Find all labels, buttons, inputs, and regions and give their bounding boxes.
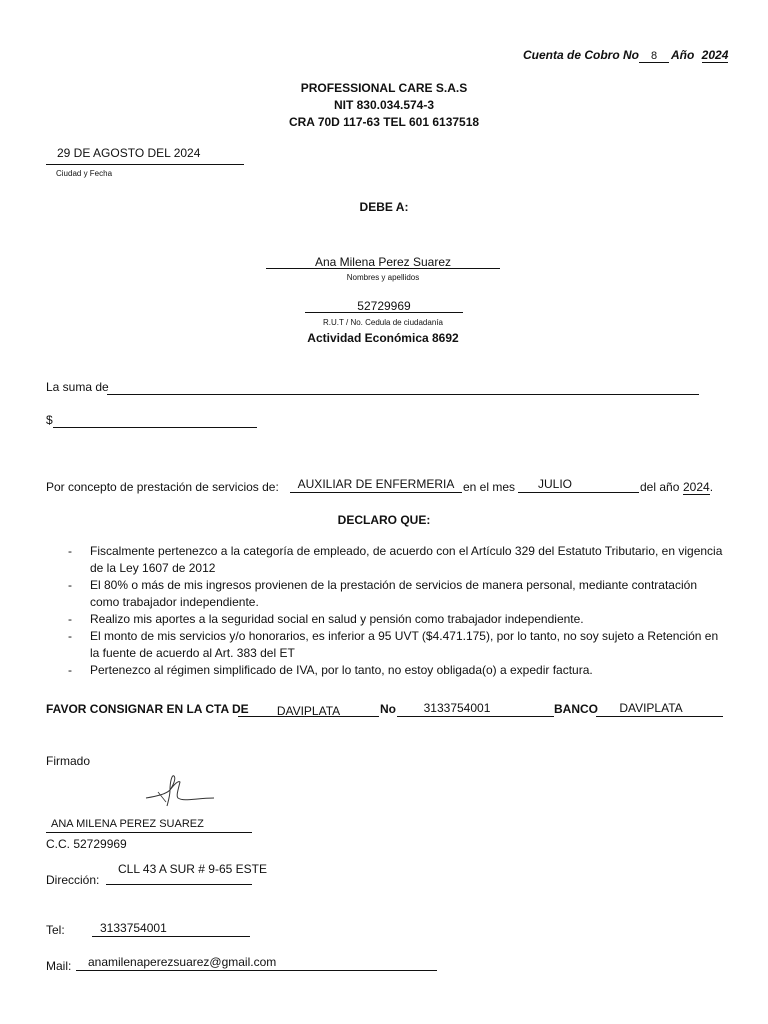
mes-label: en el mes	[463, 480, 516, 494]
firma-underline	[46, 832, 252, 833]
cuenta-number: 8	[639, 50, 669, 63]
tel-label: Tel:	[46, 923, 65, 937]
consignar-label: FAVOR CONSIGNAR EN LA CTA DE	[46, 702, 249, 716]
person-name-label: Nombres y apellidos	[346, 273, 420, 282]
person-id: 52729969	[357, 299, 411, 313]
service-value: AUXILIAR DE ENFERMERIA	[297, 477, 455, 491]
no-underline	[397, 716, 554, 717]
declaro-heading: DECLARO QUE:	[337, 513, 431, 527]
direccion-underline	[106, 884, 252, 885]
list-item: - Fiscalmente pertenezco a la categoría de empleado, de acuerdo con el Artículo 329 del Estatuto Tributario, en vigencia de la Ley 1607 de 2012	[46, 543, 726, 577]
list-item: - El 80% o más de mis ingresos provienen de la prestación de servicios de manera personal, mediante contratación como trabajador independiente.	[46, 577, 726, 611]
firma-name: ANA MILENA PEREZ SUAREZ	[51, 818, 204, 830]
date-label: Ciudad y Fecha	[56, 169, 113, 178]
ano-label: Año	[671, 48, 695, 62]
mail-label: Mail:	[46, 959, 72, 973]
company-address: CRA 70D 117-63 TEL 601 6137518	[288, 115, 480, 129]
suma-label: La suma de	[46, 380, 109, 394]
firmado-label: Firmado	[46, 754, 91, 768]
declaro-list	[46, 543, 726, 679]
person-id-underline	[305, 312, 463, 313]
cta-underline	[238, 716, 379, 717]
person-name: Ana Milena Perez Suarez	[314, 255, 452, 269]
banco-value: DAVIPLATA	[619, 701, 683, 715]
person-id-label: R.U.T / No. Cedula de ciudadanía	[323, 318, 443, 327]
activity: Actividad Económica 8692	[307, 331, 459, 345]
firma-cc: C.C. 52729969	[46, 837, 127, 851]
person-name-underline	[266, 268, 500, 269]
tel-value: 3133754001	[100, 921, 167, 935]
mail-value: anamilenaperezsuarez@gmail.com	[88, 955, 277, 969]
debe-a-heading: DEBE A:	[359, 200, 409, 214]
service-underline	[290, 492, 462, 493]
date-underline	[46, 164, 244, 165]
mes-value: JULIO	[537, 477, 572, 491]
tel-underline	[92, 936, 250, 937]
banco-underline	[596, 716, 723, 717]
list-item: - Pertenezco al régimen simplificado de IVA, por lo tanto, no estoy obligada(o) a expedir factura.	[46, 662, 726, 679]
no-value: 3133754001	[423, 701, 491, 715]
signature-icon	[140, 772, 220, 810]
cuenta-de-cobro-header	[523, 48, 728, 63]
concepto-prefix: Por concepto de prestación de servicios de:	[46, 480, 279, 494]
amount-line	[53, 427, 257, 428]
list-item: - El monto de mis servicios y/o honorarios, es inferior a 95 UVT ($4.471.175), por lo tanto, no soy sujeto a Retención en la fuente de acuerdo al Art. 383 del ET	[46, 628, 726, 662]
direccion-label: Dirección:	[46, 873, 100, 887]
mes-underline	[518, 492, 639, 493]
ano-concepto-label: del año	[640, 480, 680, 494]
mail-underline	[76, 970, 437, 971]
currency-symbol: $	[46, 413, 53, 427]
banco-label: BANCO	[554, 702, 598, 716]
company-nit: NIT 830.034.574-3	[333, 98, 435, 112]
no-label: No	[380, 702, 396, 716]
list-item: - Realizo mis aportes a la seguridad social en salud y pensión como trabajador independiente.	[46, 611, 726, 628]
cuenta-label: Cuenta de Cobro No	[523, 48, 639, 62]
ano-concepto-value: 2024.	[683, 480, 714, 494]
suma-line	[107, 394, 699, 395]
ano-value: 2024	[701, 48, 729, 62]
cta-value: DAVIPLATA	[276, 704, 341, 718]
direccion-value: CLL 43 A SUR # 9-65 ESTE	[118, 862, 267, 876]
date-value: 29 DE AGOSTO DEL 2024	[57, 146, 201, 160]
company-name: PROFESSIONAL CARE S.A.S	[300, 81, 468, 95]
